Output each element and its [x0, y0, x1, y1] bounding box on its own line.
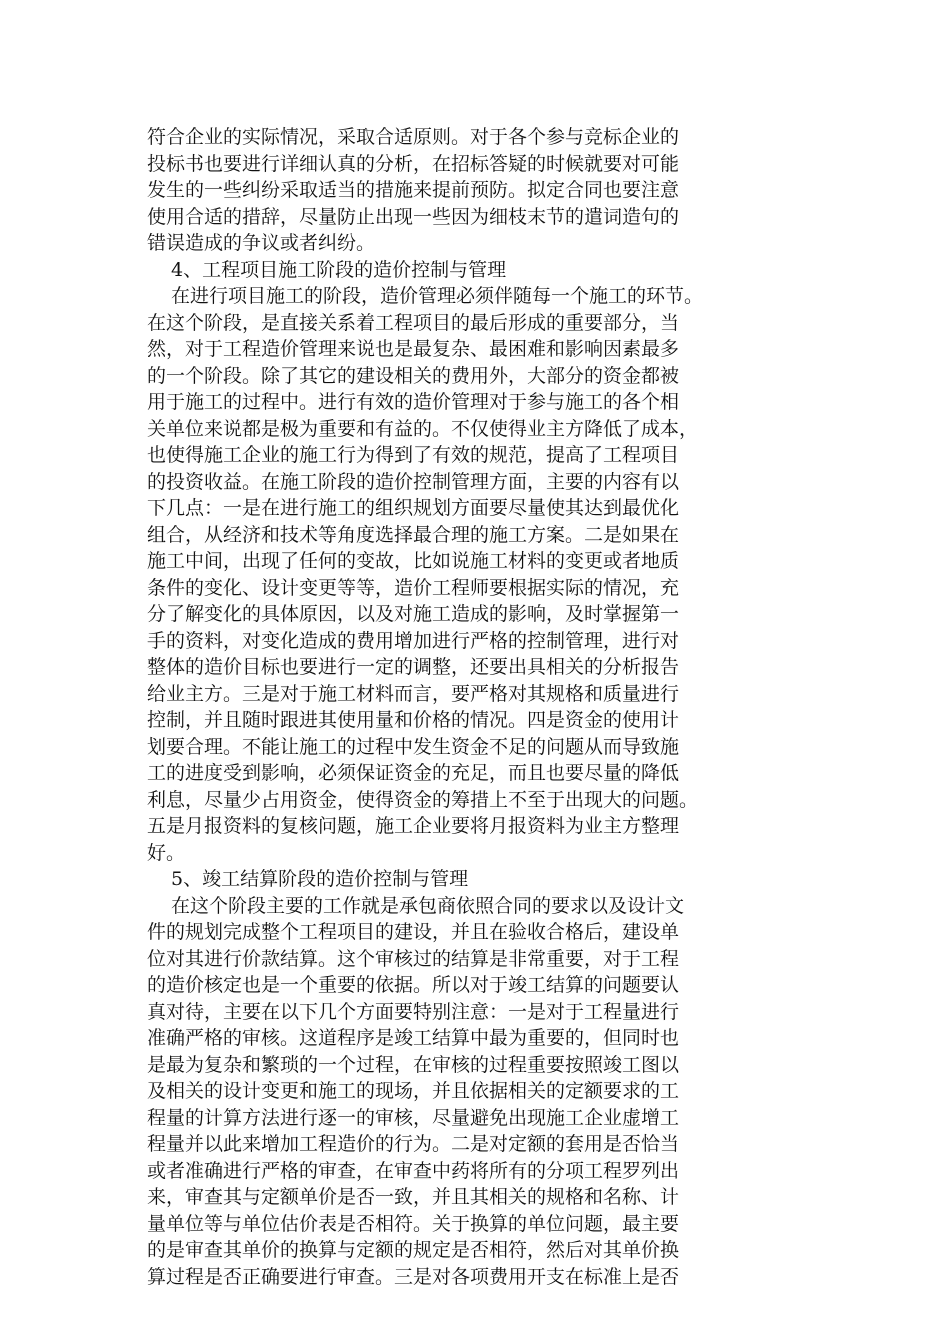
- text-line: 手的资料，对变化造成的费用增加进行严格的控制管理，进行对: [147, 629, 680, 652]
- text-line: 及相关的设计变更和施工的现场，并且依据相关的定额要求的工: [147, 1080, 680, 1102]
- text-line: 的造价核定也是一个重要的依据。所以对于竣工结算的问题要认: [147, 974, 680, 996]
- text-line: 发生的一些纠纷采取适当的措施来提前预防。拟定合同也要注意: [147, 179, 680, 201]
- text-line: 使用合适的措辞，尽量防止出现一些因为细枝末节的遣词造句的: [147, 205, 680, 228]
- text-line: 也使得施工企业的施工行为得到了有效的规范，提高了工程项目: [147, 444, 680, 466]
- text-line: 利息，尽量少占用资金，使得资金的筹措上不至于出现大的问题。: [147, 788, 699, 811]
- text-line: 位对其进行价款结算。这个审核过的结算是非常重要，对于工程: [147, 947, 680, 970]
- text-line: 工的进度受到影响，必须保证资金的充足，而且也要尽量的降低: [147, 762, 680, 784]
- text-line: 分了解变化的具体原因，以及对施工造成的影响，及时掌握第一: [147, 603, 680, 625]
- text-line: 施工中间，出现了任何的变故，比如说施工材料的变更或者地质: [147, 550, 680, 572]
- text-line: 投标书也要进行详细认真的分析，在招标答疑的时候就要对可能: [147, 152, 680, 175]
- text-line: 的是审查其单价的换算与定额的规定是否相符，然后对其单价换: [147, 1239, 680, 1261]
- paragraph-first-line: 在进行项目施工的阶段，造价管理必须伴随每一个施工的环节。: [171, 285, 704, 307]
- text-line: 的投资收益。在施工阶段的造价控制管理方面，主要的内容有以: [147, 470, 680, 493]
- text-line: 的一个阶段。除了其它的建设相关的费用外，大部分的资金都被: [147, 364, 680, 387]
- text-line: 划要合理。不能让施工的过程中发生资金不足的问题从而导致施: [147, 735, 680, 758]
- text-line: 整体的造价目标也要进行一定的调整，还要出具相关的分析报告: [147, 656, 680, 678]
- text-line: 算过程是否正确要进行审查。三是对各项费用开支在标准上是否: [147, 1265, 680, 1288]
- text-line: 好。: [147, 841, 186, 864]
- text-line: 下几点：一是在进行施工的组织规划方面要尽量使其达到最优化: [147, 497, 680, 519]
- text-line: 程量并以此来增加工程造价的行为。二是对定额的套用是否恰当: [147, 1133, 680, 1155]
- section-heading: 4、工程项目施工阶段的造价控制与管理: [171, 258, 507, 281]
- text-line: 错误造成的争议或者纠纷。: [147, 232, 376, 254]
- text-line: 是最为复杂和繁琐的一个过程，在审核的过程重要按照竣工图以: [147, 1053, 680, 1076]
- section-heading: 5、竣工结算阶段的造价控制与管理: [171, 868, 469, 890]
- text-line: 给业主方。三是对于施工材料而言，要严格对其规格和质量进行: [147, 682, 680, 705]
- text-line: 用于施工的过程中。进行有效的造价管理对于参与施工的各个相: [147, 391, 680, 413]
- text-line: 控制，并且随时跟进其使用量和价格的情况。四是资金的使用计: [147, 709, 680, 731]
- text-line: 程量的计算方法进行逐一的审核，尽量避免出现施工企业虚增工: [147, 1106, 680, 1129]
- text-line: 在这个阶段，是直接关系着工程项目的最后形成的重要部分，当: [147, 311, 680, 334]
- document-body: [147, 124, 787, 1290]
- text-line: 条件的变化、设计变更等等，造价工程师要根据实际的情况，充: [147, 576, 680, 599]
- text-line: 组合，从经济和技术等角度选择最合理的施工方案。二是如果在: [147, 523, 680, 546]
- text-line: 来，审查其与定额单价是否一致，并且其相关的规格和名称、计: [147, 1186, 680, 1208]
- text-line: 量单位等与单位估价表是否相符。关于换算的单位问题，最主要: [147, 1212, 680, 1235]
- text-line: 然，对于工程造价管理来说也是最复杂、最困难和影响因素最多: [147, 338, 680, 360]
- text-line: 符合企业的实际情况，采取合适原则。对于各个参与竞标企业的: [147, 126, 680, 148]
- text-line: 五是月报资料的复核问题，施工企业要将月报资料为业主方整理: [147, 815, 680, 837]
- paragraph-first-line: 在这个阶段主要的工作就是承包商依照合同的要求以及设计文: [171, 894, 685, 917]
- text-line: 真对待，主要在以下几个方面要特别注意：一是对于工程量进行: [147, 1000, 680, 1023]
- text-line: 或者准确进行严格的审查，在审查中药将所有的分项工程罗列出: [147, 1159, 680, 1182]
- text-line: 件的规划完成整个工程项目的建设，并且在验收合格后，建设单: [147, 921, 680, 943]
- text-line: 准确严格的审核。这道程序是竣工结算中最为重要的，但同时也: [147, 1027, 680, 1049]
- text-line: 关单位来说都是极为重要和有益的。不仅使得业主方降低了成本，: [147, 417, 699, 440]
